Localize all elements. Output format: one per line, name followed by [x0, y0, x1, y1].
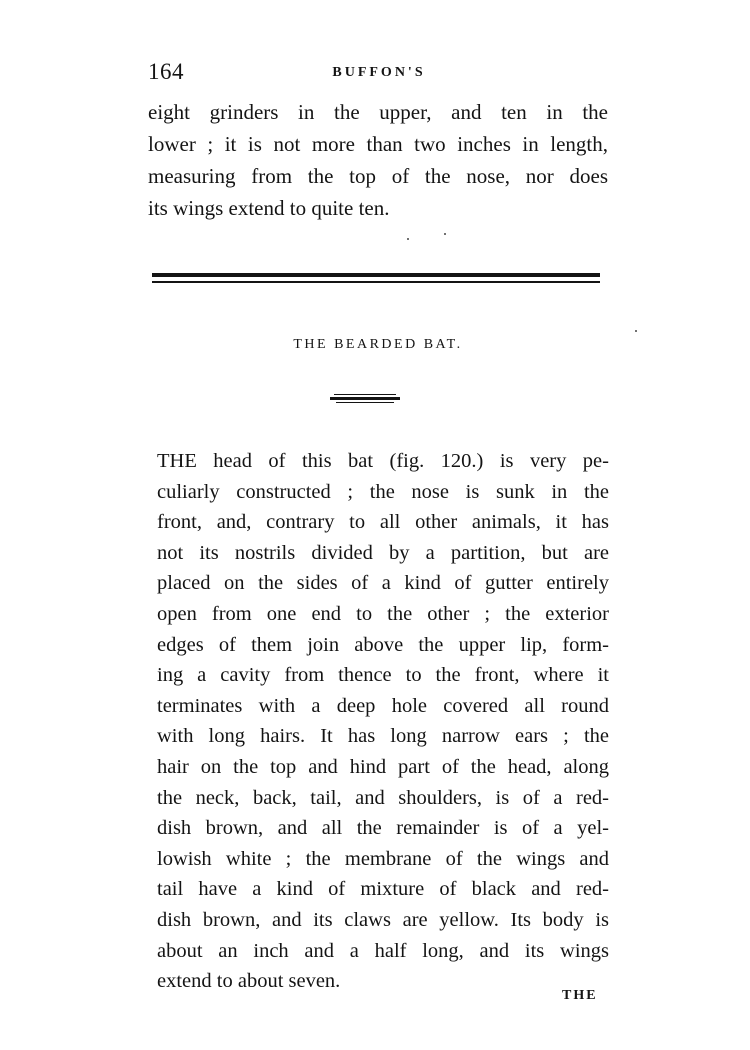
- text-line: dish brown, and all the remainder is of a yel-: [157, 817, 609, 840]
- text-line: front, and, contrary to all other animals, it has: [157, 511, 609, 534]
- catchword: THE: [562, 988, 598, 1003]
- divider-thick-line: [152, 273, 600, 277]
- text-line: about an inch and a half long, and its wings: [157, 939, 609, 962]
- page-number: 164: [148, 59, 184, 84]
- paragraph-continued: [148, 96, 608, 224]
- text-line: open from one end to the other ; the exterior: [157, 602, 609, 625]
- ornament-line-top: [334, 394, 396, 395]
- text-line: terminates with a deep hole covered all round: [157, 694, 609, 717]
- text-line: lowish white ; the membrane of the wings and: [157, 847, 609, 870]
- title-ornament-rule: [330, 394, 400, 402]
- ink-speck: [407, 238, 409, 240]
- text-line: tail have a kind of mixture of black and red-: [157, 878, 609, 901]
- text-line: edges of them join above the upper lip, form-: [157, 633, 609, 656]
- text-line: its wings extend to quite ten.: [148, 196, 390, 220]
- text-line: dish brown, and its claws are yellow. Its body is: [157, 908, 609, 931]
- text-line: hair on the top and hind part of the head, along: [157, 755, 609, 778]
- section-title: THE BEARDED BAT.: [293, 337, 463, 352]
- section-divider-rule: [152, 273, 600, 284]
- ornament-line-middle: [330, 397, 400, 400]
- divider-thin-line: [152, 281, 600, 283]
- ornament-line-bottom: [336, 402, 394, 403]
- text-line: eight grinders in the upper, and ten in the: [148, 100, 608, 124]
- text-line: with long hairs. It has long narrow ears ; the: [157, 725, 609, 748]
- ink-speck: [635, 330, 637, 332]
- text-line: placed on the sides of a kind of gutter entirely: [157, 572, 609, 595]
- ink-speck: [444, 233, 446, 235]
- text-line: THE head of this bat (fig. 120.) is very pe-: [157, 450, 609, 472]
- text-line: measuring from the top of the nose, nor does: [148, 164, 608, 188]
- text-line: ing a cavity from thence to the front, where it: [157, 664, 609, 687]
- paragraph-bearded-bat: [157, 446, 609, 997]
- text-line: culiarly constructed ; the nose is sunk in the: [157, 480, 609, 503]
- page-header: [148, 58, 610, 88]
- text-line: extend to about seven.: [157, 970, 341, 993]
- text-line: the neck, back, tail, and shoulders, is of a red-: [157, 786, 609, 809]
- text-line: lower ; it is not more than two inches in length,: [148, 132, 608, 156]
- text-line: not its nostrils divided by a partition, but are: [157, 541, 609, 564]
- running-head: BUFFON'S: [332, 65, 426, 80]
